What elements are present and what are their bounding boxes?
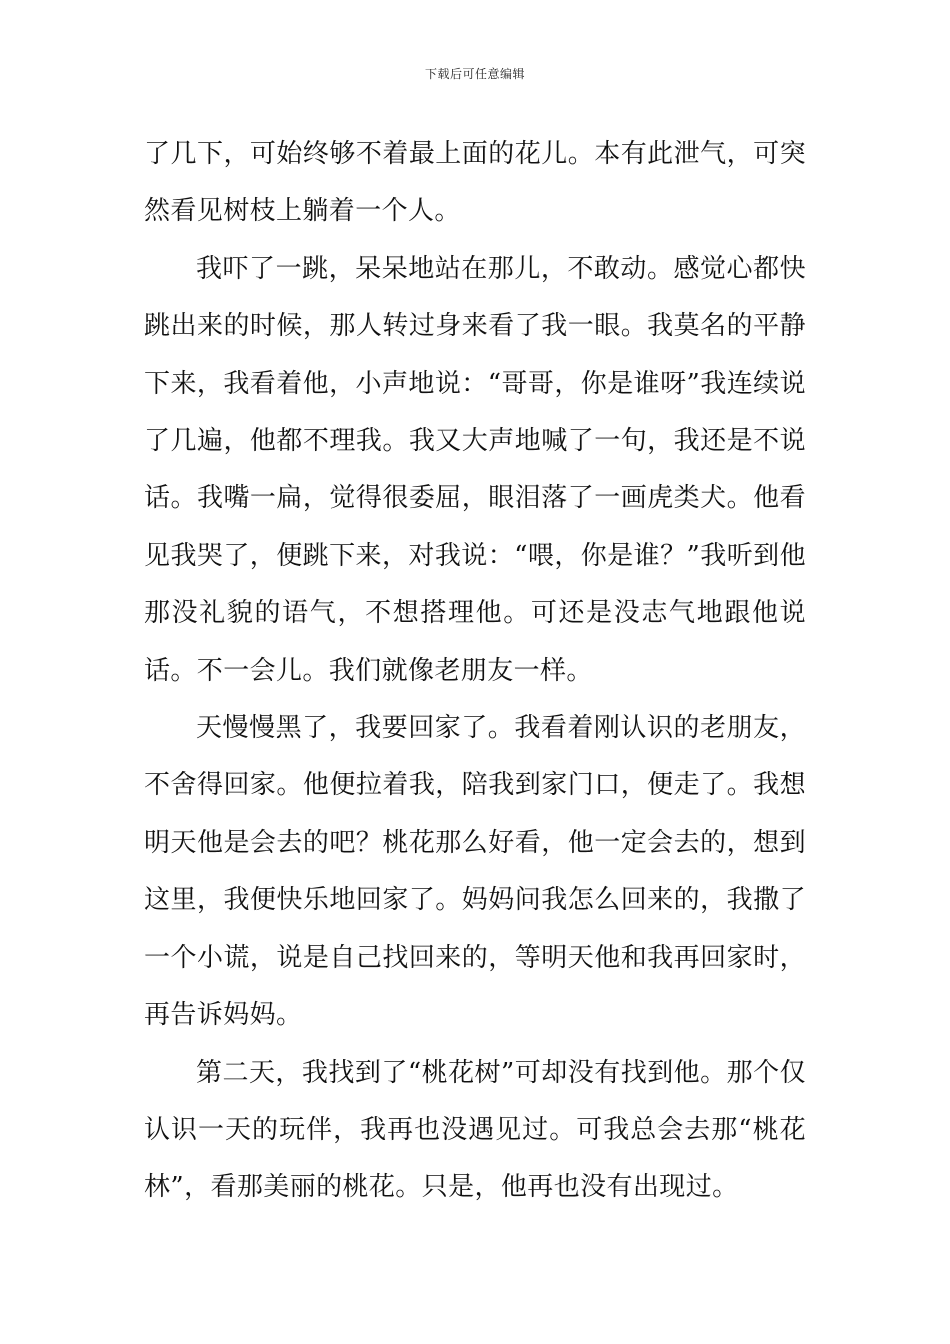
paragraph: 了几下，可始终够不着最上面的花儿。本有此泄气，可突然看见树枝上躺着一个人。 — [144, 139, 806, 227]
paragraph: 我吓了一跳，呆呆地站在那儿，不敢动。感觉心都快跳出来的时候，那人转过身来看了我一眼。我莫名的平静下来，我看着他，小声地说：“哥哥，你是谁呀”我连续说了几遍，他都不理我。我又大声地喊了一句，我还是不说话。我嘴一扁，觉得很委屈，眼泪落了一画虎类犬。他看见我哭了，便跳下来，对我说：“喂，你是谁？”我听到他那没礼貌的语气，不想搭理他。可还是没志气地跟他说话。不一会儿。我们就像老朋友一样。 — [144, 253, 806, 686]
paragraph: 第二天，我找到了“桃花树”可却没有找到他。那个仅认识一天的玩伴，我再也没遇见过。可我总会去那“桃花林”，看那美丽的桃花。只是，他再也没有出现过。 — [144, 1057, 806, 1203]
page-header: 下载后可任意编辑 — [424, 67, 525, 81]
document-body — [144, 126, 806, 1217]
paragraph: 天慢慢黑了，我要回家了。我看着刚认识的老朋友，不舍得回家。他便拉着我，陪我到家门口，便走了。我想明天他是会去的吧？桃花那么好看，他一定会去的，想到这里，我便快乐地回家了。妈妈问我怎么回来的，我撒了一个小谎，说是自己找回来的，等明天他和我再回家时，再告诉妈妈。 — [144, 713, 806, 1031]
